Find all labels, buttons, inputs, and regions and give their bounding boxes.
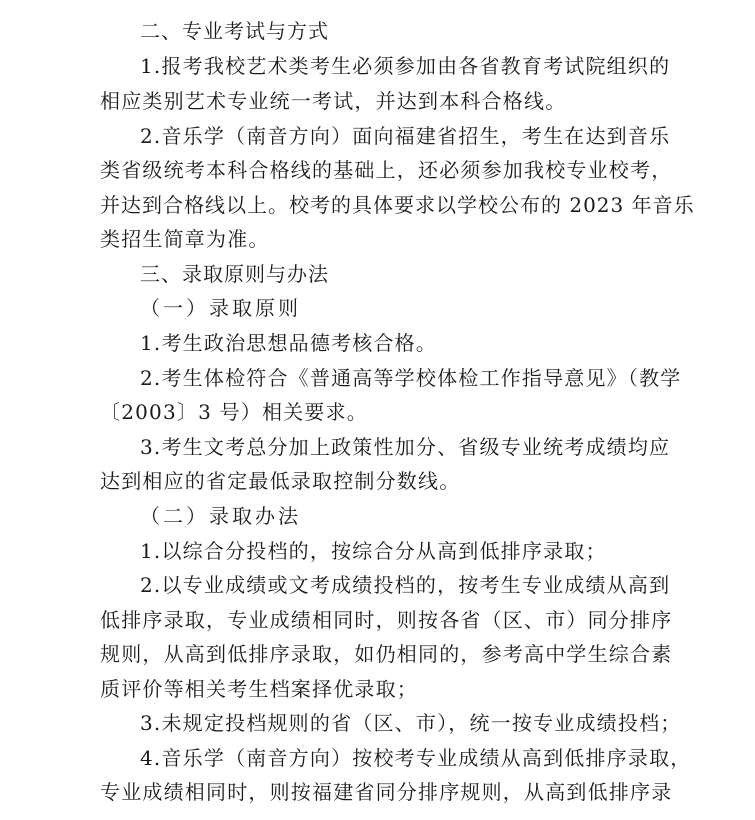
paragraph-line: 3.考生文考总分加上政策性加分、省级专业统考成绩均应 — [140, 435, 671, 459]
paragraph-line: 并达到合格线以上。校考的具体要求以学校公布的 2023 年音乐 — [100, 193, 695, 217]
paragraph-line: 〔2003〕3 号）相关要求。 — [100, 400, 368, 424]
paragraph-line: 1.以综合分投档的，按综合分从高到低排序录取； — [140, 539, 607, 563]
section-heading-admission: 三、录取原则与办法 — [140, 262, 329, 286]
paragraph-line: 低排序录取，专业成绩相同时，则按各省（区、市）同分排序 — [100, 608, 673, 632]
paragraph-line: 1.考生政治思想品德考核合格。 — [140, 331, 438, 355]
paragraph-line: 2.音乐学（南音方向）面向福建省招生，考生在达到音乐 — [140, 124, 671, 148]
paragraph-line: 规则，从高到低排序录取，如仍相同的，参考高中学生综合素 — [100, 642, 673, 666]
paragraph-line: 类省级统考本科合格线的基础上，还必须参加我校专业校考， — [100, 158, 673, 182]
paragraph-line: 4.音乐学（南音方向）按校考专业成绩从高到低排序录取， — [140, 746, 692, 770]
paragraph-line: 专业成绩相同时，则按福建省同分排序规则，从高到低排序录 — [100, 780, 673, 804]
paragraph-line: 1.报考我校艺术类考生必须参加由各省教育考试院组织的 — [140, 54, 671, 78]
subheading-methods: （二）录取办法 — [140, 504, 301, 528]
paragraph-line: 3.未规定投档规则的省（区、市），统一按专业成绩投档； — [140, 711, 682, 735]
paragraph-line: 2.以专业成绩或文考成绩投档的，按考生专业成绩从高到 — [140, 573, 671, 597]
paragraph-line: 类招生简章为准。 — [100, 227, 270, 251]
subheading-principles: （一）录取原则 — [140, 296, 301, 320]
paragraph-line: 质评价等相关考生档案择优录取； — [100, 677, 418, 701]
paragraph-line: 相应类别艺术专业统一考试，并达到本科合格线。 — [100, 89, 567, 113]
paragraph-line: 2.考生体检符合《普通高等学校体检工作指导意见》（教学 — [140, 366, 682, 390]
paragraph-line: 达到相应的省定最低录取控制分数线。 — [100, 469, 461, 493]
section-heading-exam: 二、专业考试与方式 — [140, 19, 329, 43]
